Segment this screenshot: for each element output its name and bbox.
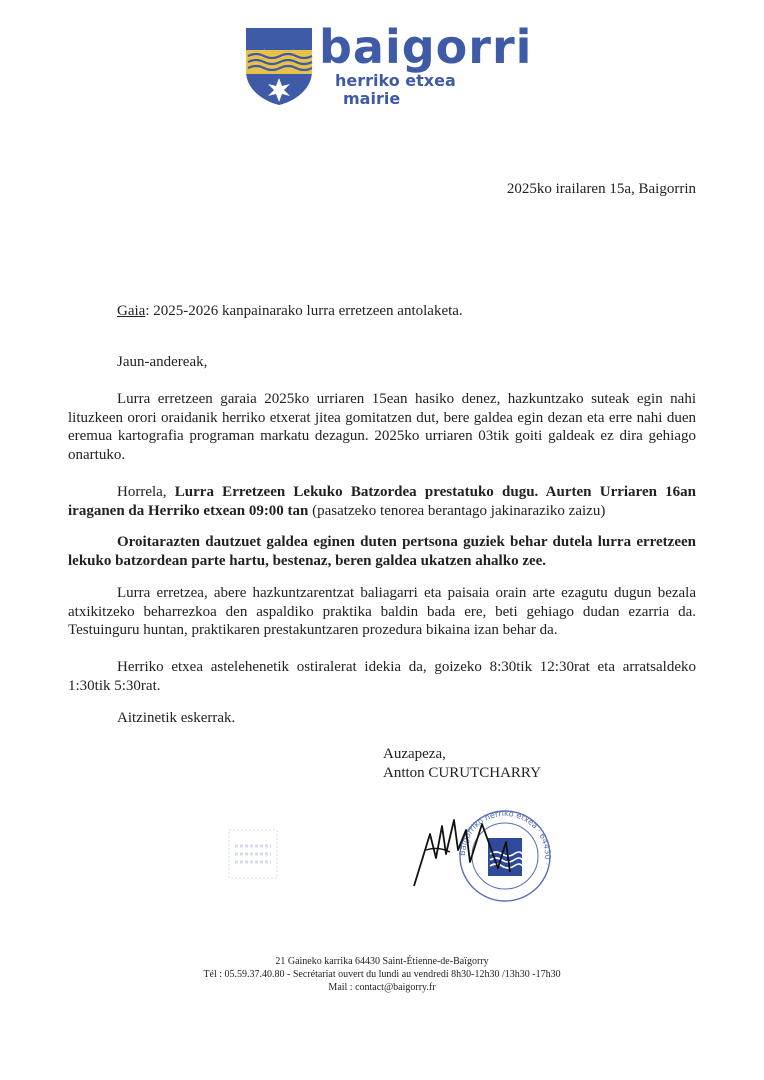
paragraph-1: Lurra erretzeen garaia 2025ko urriaren 15ean hasiko denez, hazkuntzako suteak egin nahi lituzkeen orori oraidanik herriko etxerat jitea gomitatzen dut, bere galdea egin dezan eta erre nahi duen eremua kartografia programan markatu dezagun. 2025ko urriaren 03tik goiti galdeak ez dira gehiago onartuko. [68,391,696,463]
paragraph-2-bold: Lurra Erretzeen Lekuko Batzordea prestatuko dugu. Aurten Urriaren 16an iraganen da Herriko etxean 09:00 tan [68,484,697,519]
paragraph-2-note: (pasatzeko tenorea berantago jakinaraziko zaizu) [308,502,606,519]
logo-subtitle-2: mairie [343,89,401,108]
subject-text: : 2025-2026 kanpainarako lurra erretzeen antolaketa. [145,303,463,319]
stamp-ring-text: Baigorriko herriko etxea · 64430 · [457,808,553,866]
faded-stamp-icon [225,826,281,882]
signature-role: Auzapeza, [383,746,446,762]
paragraph-2 [68,483,696,520]
handwritten-signature-icon [408,806,558,906]
signature-block [383,745,541,783]
paragraph-3: Oroitarazten dautzuet galdea eginen duten pertsona guziek behar dutela lurra erretzeen lekuko batzordean parte hartu, bestenaz, beren galdea ukatzen ahalko zee. [68,534,696,569]
salutation: Jaun-andereak, [117,354,208,370]
logo-subtitle-1: herriko etxea [335,71,456,90]
subject-line [117,302,463,321]
dateline: 2025ko irailaren 15a, Baigorrin [506,181,696,197]
paragraph-2-intro: Horrela, [117,484,175,500]
logo-wordmark: baigorri [319,20,533,74]
paragraph-4: Lurra erretzea, abere hazkuntzarentzat baliagarri eta paisaia orain arte ezagutu dugun bezala atxikitzeko beharrezkoa den aspaldiko praktika baldin bada ere, beti gehiago dudan ezarria da. Testuinguru huntan, praktikaren prestakuntzaren prozedura bikaina izan behar da. [68,585,696,638]
logo [244,20,544,116]
footer-phone-hours: Tél : 05.59.37.40.80 - Secrétariat ouvert du lundi au vendredi 8h30-12h30 /13h30 -17h30 [203,969,561,980]
baigorri-shield-icon [244,26,314,106]
footer [0,955,764,994]
subject-label: Gaia [117,303,146,319]
paragraph-5: Herriko etxea astelehenetik ostiralerat idekia da, goizeko 8:30tik 12:30rat eta arratsaldeko 1:30tik 5:30rat. [68,659,696,694]
signature-name: Antton CURUTCHARRY [383,765,541,781]
footer-email: Mail : contact@baigorry.fr [328,982,436,993]
paragraph-6: Aitzinetik eskerrak. [117,710,236,726]
footer-address: 21 Gaineko karrika 64430 Saint-Étienne-de-Baïgorry [275,956,489,967]
logo-text [319,22,532,108]
signature-and-stamp [408,806,558,906]
